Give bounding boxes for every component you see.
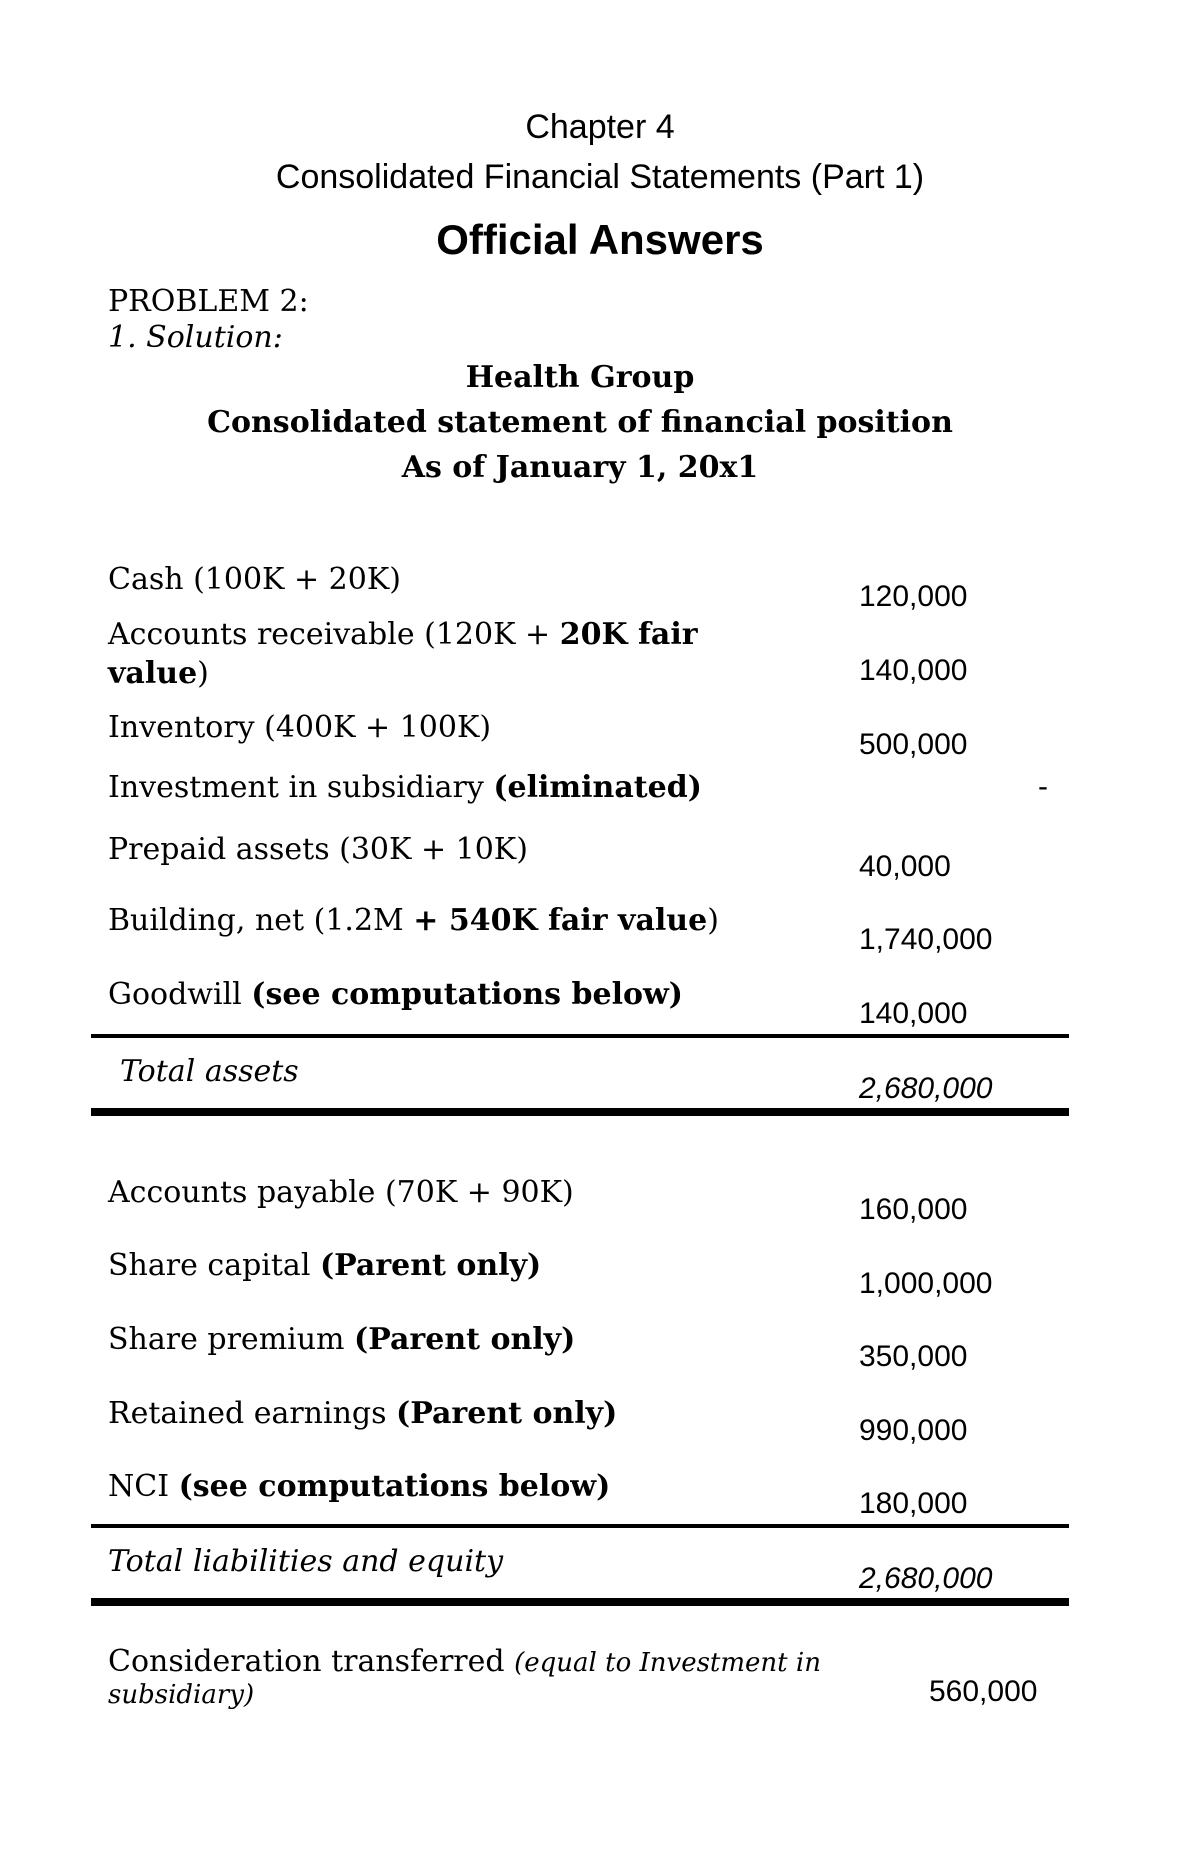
total-rule <box>91 1108 1069 1116</box>
payable-value: 160,000 <box>859 1193 968 1226</box>
investment-value: - <box>1038 770 1048 803</box>
total-assets-value: 2,680,000 <box>859 1072 993 1105</box>
retained-earnings-value: 990,000 <box>859 1414 968 1447</box>
subtotal-rule <box>91 1034 1069 1038</box>
entity-name: Health Group <box>465 360 695 395</box>
payable-label: Accounts payable (70K + 90K) <box>108 1175 574 1210</box>
chapter-heading: Chapter 4 <box>525 108 675 146</box>
consideration-label-line2: subsidiary) <box>108 1680 255 1710</box>
share-premium-value: 350,000 <box>859 1340 968 1373</box>
total-liabilities-equity-value: 2,680,000 <box>859 1562 993 1595</box>
building-value: 1,740,000 <box>859 923 993 956</box>
prepaid-label: Prepaid assets (30K + 10K) <box>108 832 528 867</box>
total-rule-2 <box>91 1598 1069 1606</box>
share-capital-value: 1,000,000 <box>859 1267 993 1300</box>
share-capital-label: Share capital (Parent only) <box>108 1248 542 1283</box>
receivable-value: 140,000 <box>859 654 968 687</box>
total-assets-label: Total assets <box>120 1054 299 1089</box>
inventory-label: Inventory (400K + 100K) <box>108 710 492 745</box>
consideration-label-line1: Consideration transferred (equal to Investment in <box>108 1644 821 1679</box>
total-liabilities-equity-label: Total liabilities and equity <box>108 1544 504 1579</box>
statement-title: Consolidated statement of financial position <box>207 405 953 440</box>
solution-label: 1. Solution: <box>108 320 283 355</box>
official-answers-title: Official Answers <box>436 216 764 263</box>
subtotal-rule-2 <box>91 1524 1069 1528</box>
receivable-label-line1: Accounts receivable (120K + 20K fair <box>108 617 698 652</box>
consideration-value: 560,000 <box>929 1675 1038 1708</box>
investment-label: Investment in subsidiary (eliminated) <box>108 770 702 805</box>
prepaid-value: 40,000 <box>859 850 951 883</box>
retained-earnings-label: Retained earnings (Parent only) <box>108 1396 618 1431</box>
goodwill-label: Goodwill (see computations below) <box>108 977 684 1012</box>
building-label: Building, net (1.2M + 540K fair value) <box>108 903 719 938</box>
chapter-subtitle: Consolidated Financial Statements (Part 1) <box>275 158 925 196</box>
statement-date: As of January 1, 20x1 <box>401 450 759 485</box>
inventory-value: 500,000 <box>859 728 968 761</box>
cash-value: 120,000 <box>859 580 968 613</box>
cash-label: Cash (100K + 20K) <box>108 562 401 597</box>
share-premium-label: Share premium (Parent only) <box>108 1322 576 1357</box>
receivable-label-line2: value) <box>108 656 209 691</box>
nci-label: NCI (see computations below) <box>108 1469 611 1504</box>
goodwill-value: 140,000 <box>859 997 968 1030</box>
problem-heading: PROBLEM 2: <box>108 284 309 319</box>
nci-value: 180,000 <box>859 1487 968 1520</box>
